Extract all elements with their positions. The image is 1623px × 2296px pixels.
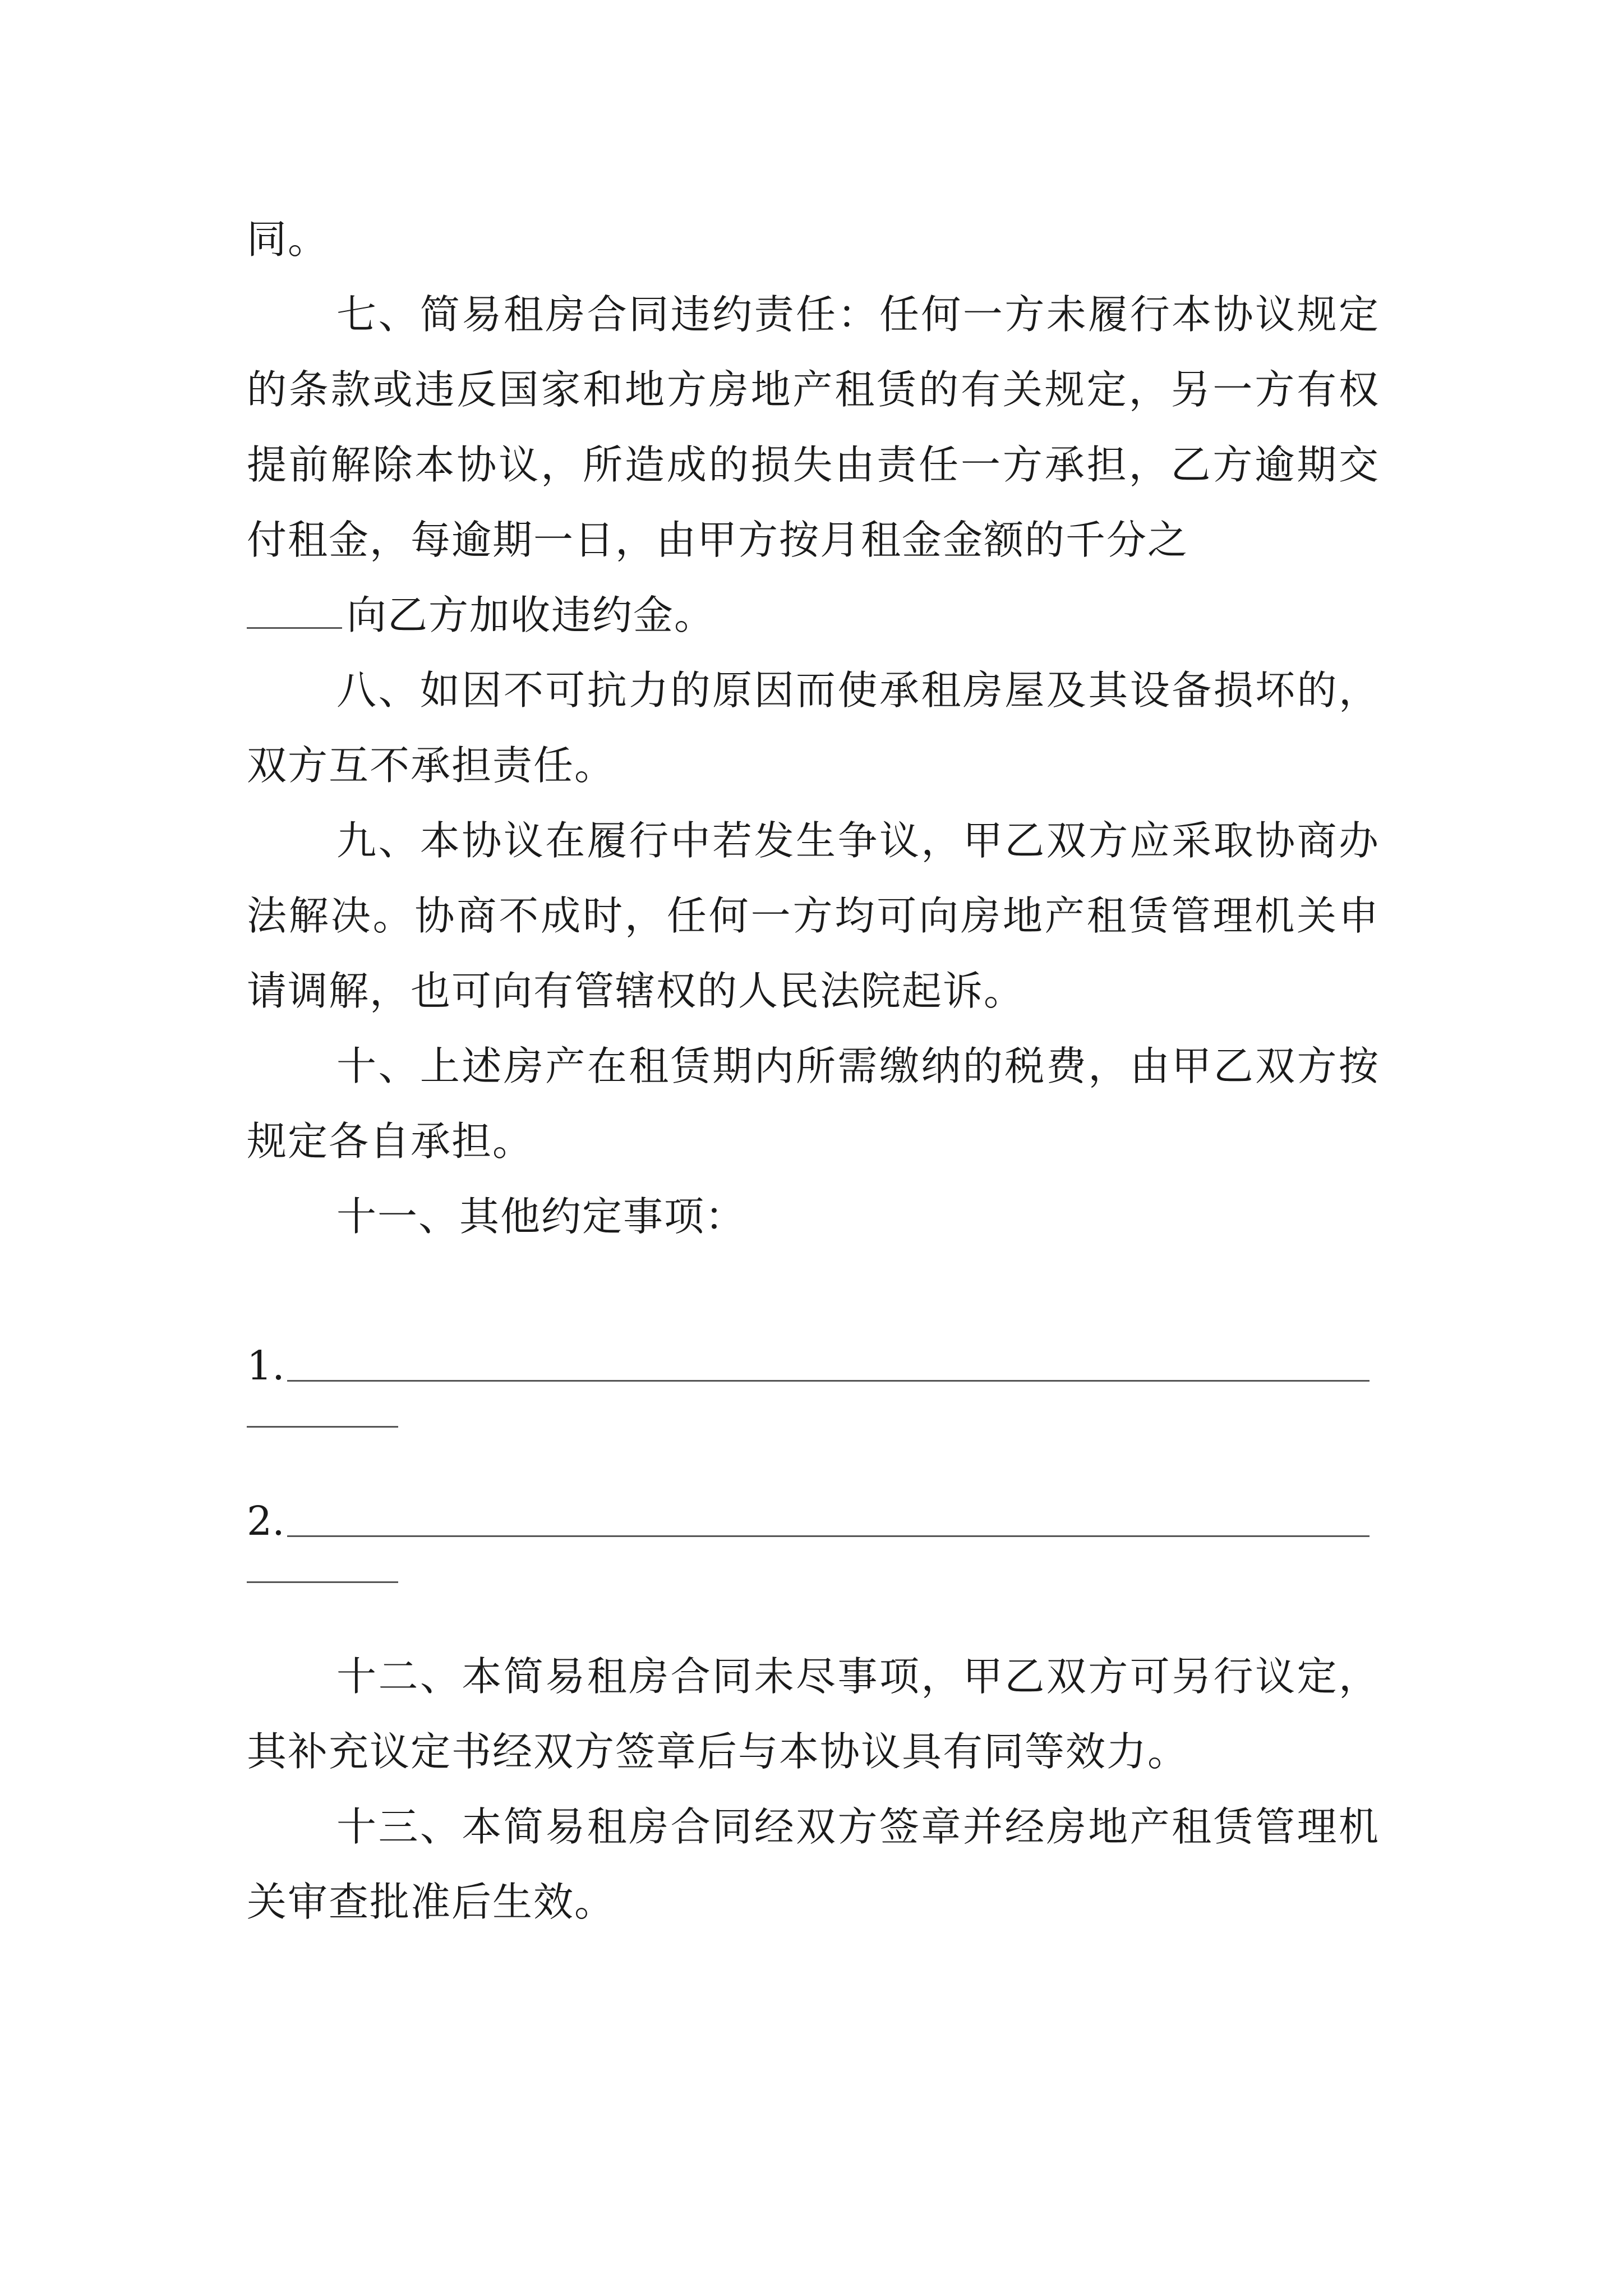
item-1-number: 1.: [247, 1342, 285, 1389]
spacer: [247, 1254, 1380, 1328]
clause-8: 八、如因不可抗力的原因而使承租房屋及其设备损坏的，双方互不承担责任。: [247, 667, 1380, 789]
item-1-blank[interactable]: [287, 1380, 1370, 1382]
clause-13: 十三、本简易租房合同经双方签章并经房地产租赁管理机关审查批准后生效。: [247, 1803, 1380, 1925]
clause-12: 十二、本简易租房合同未尽事项，甲乙双方可另行议定，其补充议定书经双方签章后与本协议具有同等效力。: [247, 1653, 1380, 1775]
item-2-number: 2.: [247, 1498, 285, 1544]
item-1-continuation-blank[interactable]: [247, 1426, 398, 1428]
clause-10: 十、上述房产在租赁期内所需缴纳的税费，由甲乙双方按规定各自承担。: [247, 1043, 1380, 1165]
penalty-rate-blank[interactable]: [247, 627, 342, 629]
other-item-2: [247, 1484, 1380, 1559]
item-2-continuation-blank[interactable]: [247, 1581, 398, 1583]
document-body: [247, 202, 1380, 1940]
clause-7-tail: 向乙方加收违约金。: [347, 592, 716, 638]
clause-7: [247, 277, 1380, 653]
clause-11: 十一、其他约定事项：: [336, 1193, 746, 1240]
item-2-blank[interactable]: [287, 1535, 1370, 1537]
other-item-1: [247, 1328, 1380, 1404]
clause-9: 九、本协议在履行中若发生争议，甲乙双方应采取协商办法解决。协商不成时，任何一方均可向房地产租赁管理机关申请调解，也可向有管辖权的人民法院起诉。: [247, 817, 1380, 1014]
continuation-text: 同。: [247, 216, 329, 263]
clause-7-text: 七、简易租房合同违约责任：任何一方未履行本协议规定的条款或违反国家和地方房地产租赁的有关规定，另一方有权提前解除本协议，所造成的损失由责任一方承担，乙方逾期交付租金，每逾期一日，由甲方按月租金金额的千分之: [247, 291, 1380, 563]
